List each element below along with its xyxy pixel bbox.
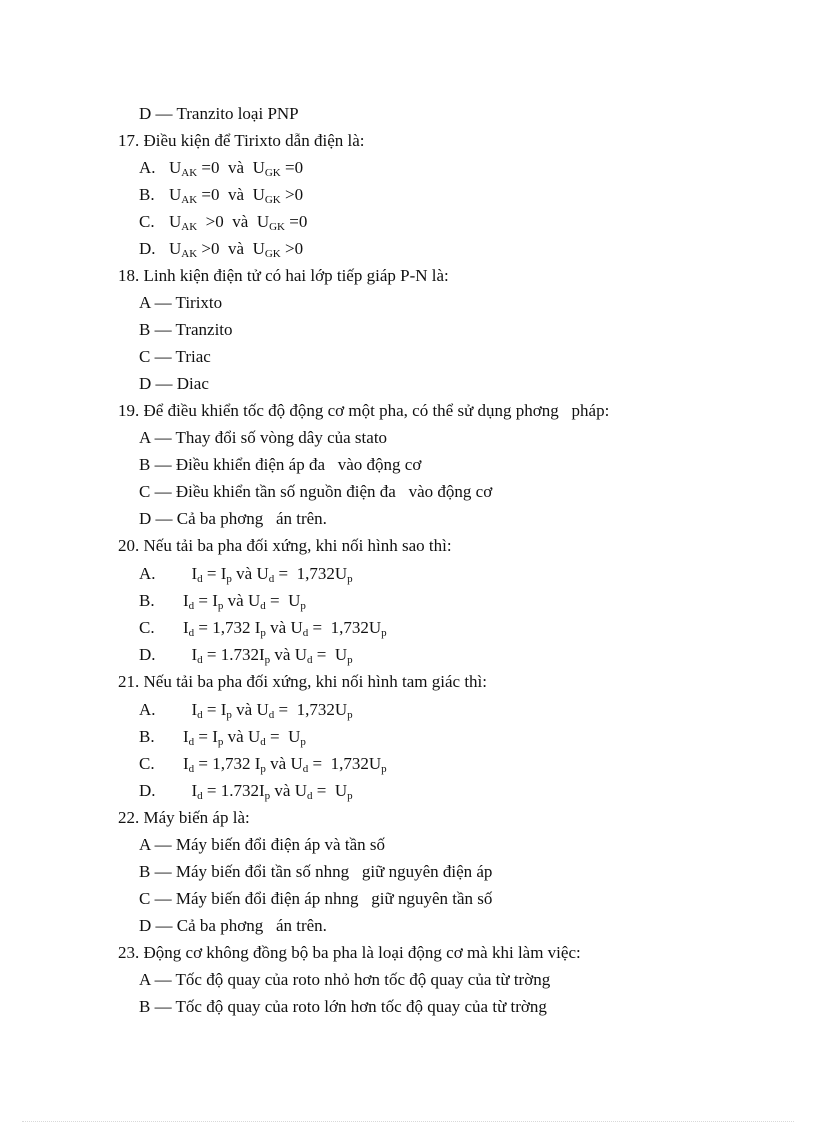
q18-question: 18. Linh kiện điện tử có hai lớp tiếp giáp P-N là: <box>118 266 449 285</box>
q21-question: 21. Nếu tải ba pha đối xứng, khi nối hình tam giác thì: <box>118 672 487 691</box>
q20-question: 20. Nếu tải ba pha đối xứng, khi nối hình sao thì: <box>118 536 452 555</box>
q16-option-d: D — Tranzito loại PNP <box>139 104 299 123</box>
q18-option-a: A — Tirixto <box>139 293 223 312</box>
q17-option-b: B. $U_{AK} =0$ và $U_{GK} >0$ <box>139 185 304 206</box>
q21-option-d: D. $I_d = 1.732I_p$ và $U_d = U_p$ <box>139 781 353 802</box>
q21-option-b: B. $I_d = I_p$ và $U_d = U_p$ <box>139 727 306 748</box>
q20-option-d: D. $I_d = 1.732I_p$ và $U_d = U_p$ <box>139 645 353 666</box>
q19-option-b: B — Điều khiển điện áp đa vào động cơ <box>139 455 422 474</box>
q17-option-c: C. $U_{AK} >0$ và $U_{GK} =0$ <box>139 212 308 233</box>
q17-question: 17. Điều kiện để Tirixto dẫn điện là: <box>118 131 365 150</box>
q19-option-c: C — Điều khiển tần số nguồn điện đa vào động cơ <box>139 482 493 501</box>
q18-option-d: D — Diac <box>139 374 209 393</box>
q17-option-d: D. $U_{AK} >0$ và $U_{GK} >0$ <box>139 239 304 260</box>
q23-option-b: B — Tốc độ quay của roto lớn hơn tốc độ quay của từ trờng <box>139 997 547 1016</box>
q21-option-c: C. $I_d = 1,732$ $I_p$ và $U_d = 1,732U_p$ <box>139 754 387 775</box>
q17-option-a: A. $U_{AK} =0$ và $U_{GK} =0$ <box>139 158 304 179</box>
q19-question: 19. Để điều khiển tốc độ động cơ một pha, có thể sử dụng phơng pháp: <box>118 401 610 420</box>
q22-option-a: A — Máy biến đổi điện áp và tần số <box>139 835 385 854</box>
q18-option-b: B — Tranzito <box>139 320 233 339</box>
q22-option-d: D — Cả ba phơng án trên. <box>139 916 327 935</box>
q19-option-a: A — Thay đổi số vòng dây của stato <box>139 428 388 447</box>
q18-option-c: C — Triac <box>139 347 211 366</box>
q22-option-b: B — Máy biến đổi tần số nhng giữ nguyên điện áp <box>139 862 493 881</box>
q19-option-d: D — Cả ba phơng án trên. <box>139 509 327 528</box>
q20-option-b: B. $I_d = I_p$ và $U_d = U_p$ <box>139 591 306 612</box>
q20-option-c: C. $I_d = 1,732$ $I_p$ và $U_d = 1,732U_p$ <box>139 618 387 639</box>
q22-question: 22. Máy biến áp là: <box>118 808 250 827</box>
q22-option-c: C — Máy biến đổi điện áp nhng giữ nguyên tần số <box>139 889 493 908</box>
q21-option-a: A. $I_d = I_p$ và $U_d = 1,732U_p$ <box>139 700 353 721</box>
page-bottom-rule <box>22 1121 794 1122</box>
q23-option-a: A — Tốc độ quay của roto nhỏ hơn tốc độ quay của từ trờng <box>139 970 551 989</box>
q20-option-a: A. $I_d = I_p$ và $U_d = 1,732U_p$ <box>139 564 353 585</box>
q23-question: 23. Động cơ không đồng bộ ba pha là loại động cơ mà khi làm việc: <box>118 943 581 962</box>
